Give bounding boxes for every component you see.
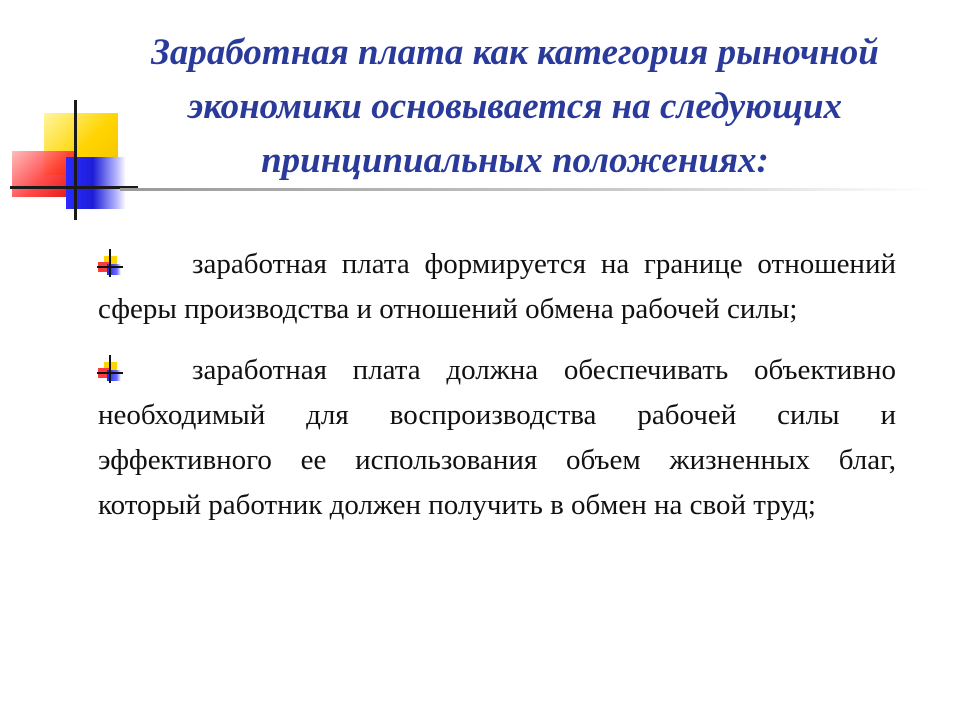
list-item [98, 348, 896, 528]
bullet-list [98, 242, 896, 528]
list-item-text: заработная плата формируется на границе отношений сферы производства и отношений обмена рабочей силы; [98, 248, 896, 325]
bullet-cross-icon [98, 247, 132, 281]
bullet-cross-icon [98, 353, 132, 387]
logo-vertical-line [74, 100, 77, 220]
logo-red-square [12, 151, 74, 197]
slide-title: Заработная плата как категория рыночной экономики основывается на следующих принципиальных положениях: [151, 32, 879, 181]
list-item [98, 242, 896, 332]
list-item-text: заработная плата должна обеспечивать объективно необходимый для воспроизводства рабочей силы и эффективного ее использования объем жизненных благ, который работник должен получить в обмен на свой труд; [98, 354, 896, 521]
title-divider [120, 188, 932, 191]
